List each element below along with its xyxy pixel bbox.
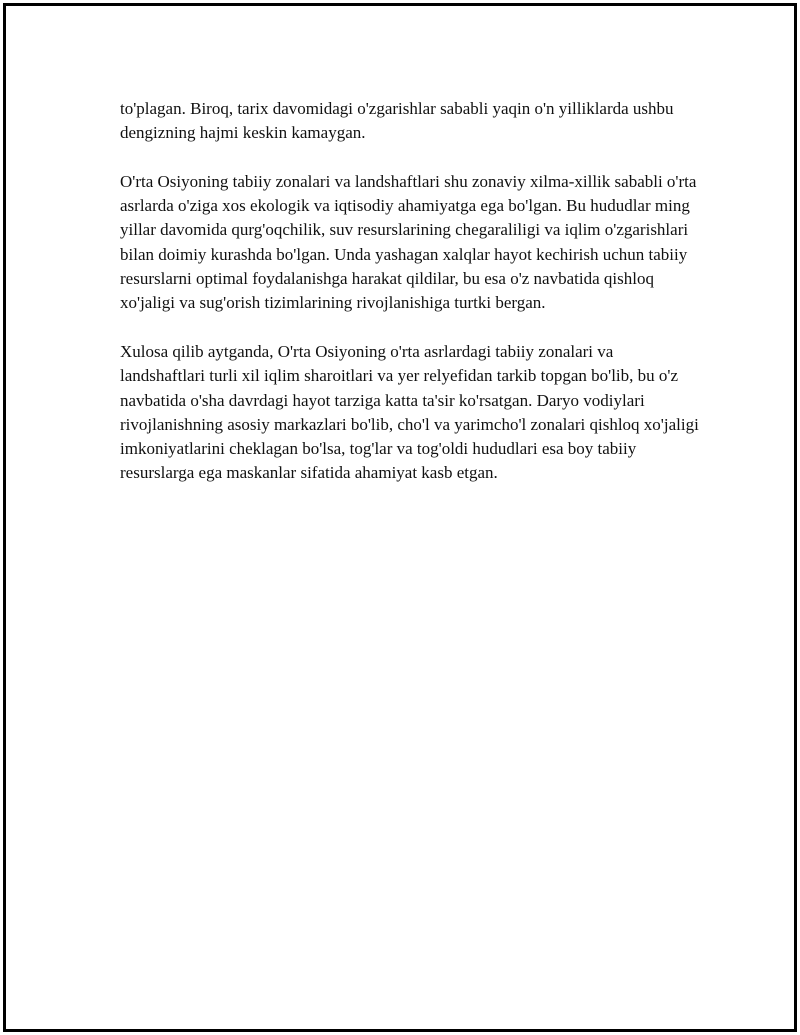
paragraph-1: to'plagan. Biroq, tarix davomidagi o'zgarishlar sababli yaqin o'n yilliklarda ushbu dengizning hajmi keskin kamaygan.: [120, 99, 674, 143]
document-body: [120, 97, 700, 510]
paragraph-3: Xulosa qilib aytganda, O'rta Osiyoning o'rta asrlardagi tabiiy zonalari va landshaftlari turli xil iqlim sharoitlari va yer relyefidan tarkib topgan bo'lib, bu o'z navbatida o'sha davrdagi hayot tarziga katta ta'sir ko'rsatgan. Daryo vodiylari rivojlanishning asosiy markazlari bo'lib, cho'l va yarimcho'l zonalari qishloq xo'jaligi imkoniyatlarini cheklagan bo'lsa, tog'lar va tog'oldi hududlari esa boy tabiiy resurslarga ega maskanlar sifatida ahamiyat kasb etgan.: [120, 341, 699, 483]
paragraph-2: O'rta Osiyoning tabiiy zonalari va landshaftlari shu zonaviy xilma-xillik sababli o'rta asrlarda o'ziga xos ekologik va iqtisodiy ahamiyatga ega bo'lgan. Bu hududlar ming yillar davomida qurg'oqchilik, suv resurslarining chegaraliligi va iqlim o'zgarishlari bilan doimiy kurashda bo'lgan. Unda yashagan xalqlar hayot kechirish uchun tabiiy resurslarni optimal foydalanishga harakat qildilar, bu esa o'z navbatida qishloq xo'jaligi va sug'orish tizimlarining rivojlanishiga turtki bergan.: [120, 171, 697, 313]
document-page: [3, 3, 797, 1032]
